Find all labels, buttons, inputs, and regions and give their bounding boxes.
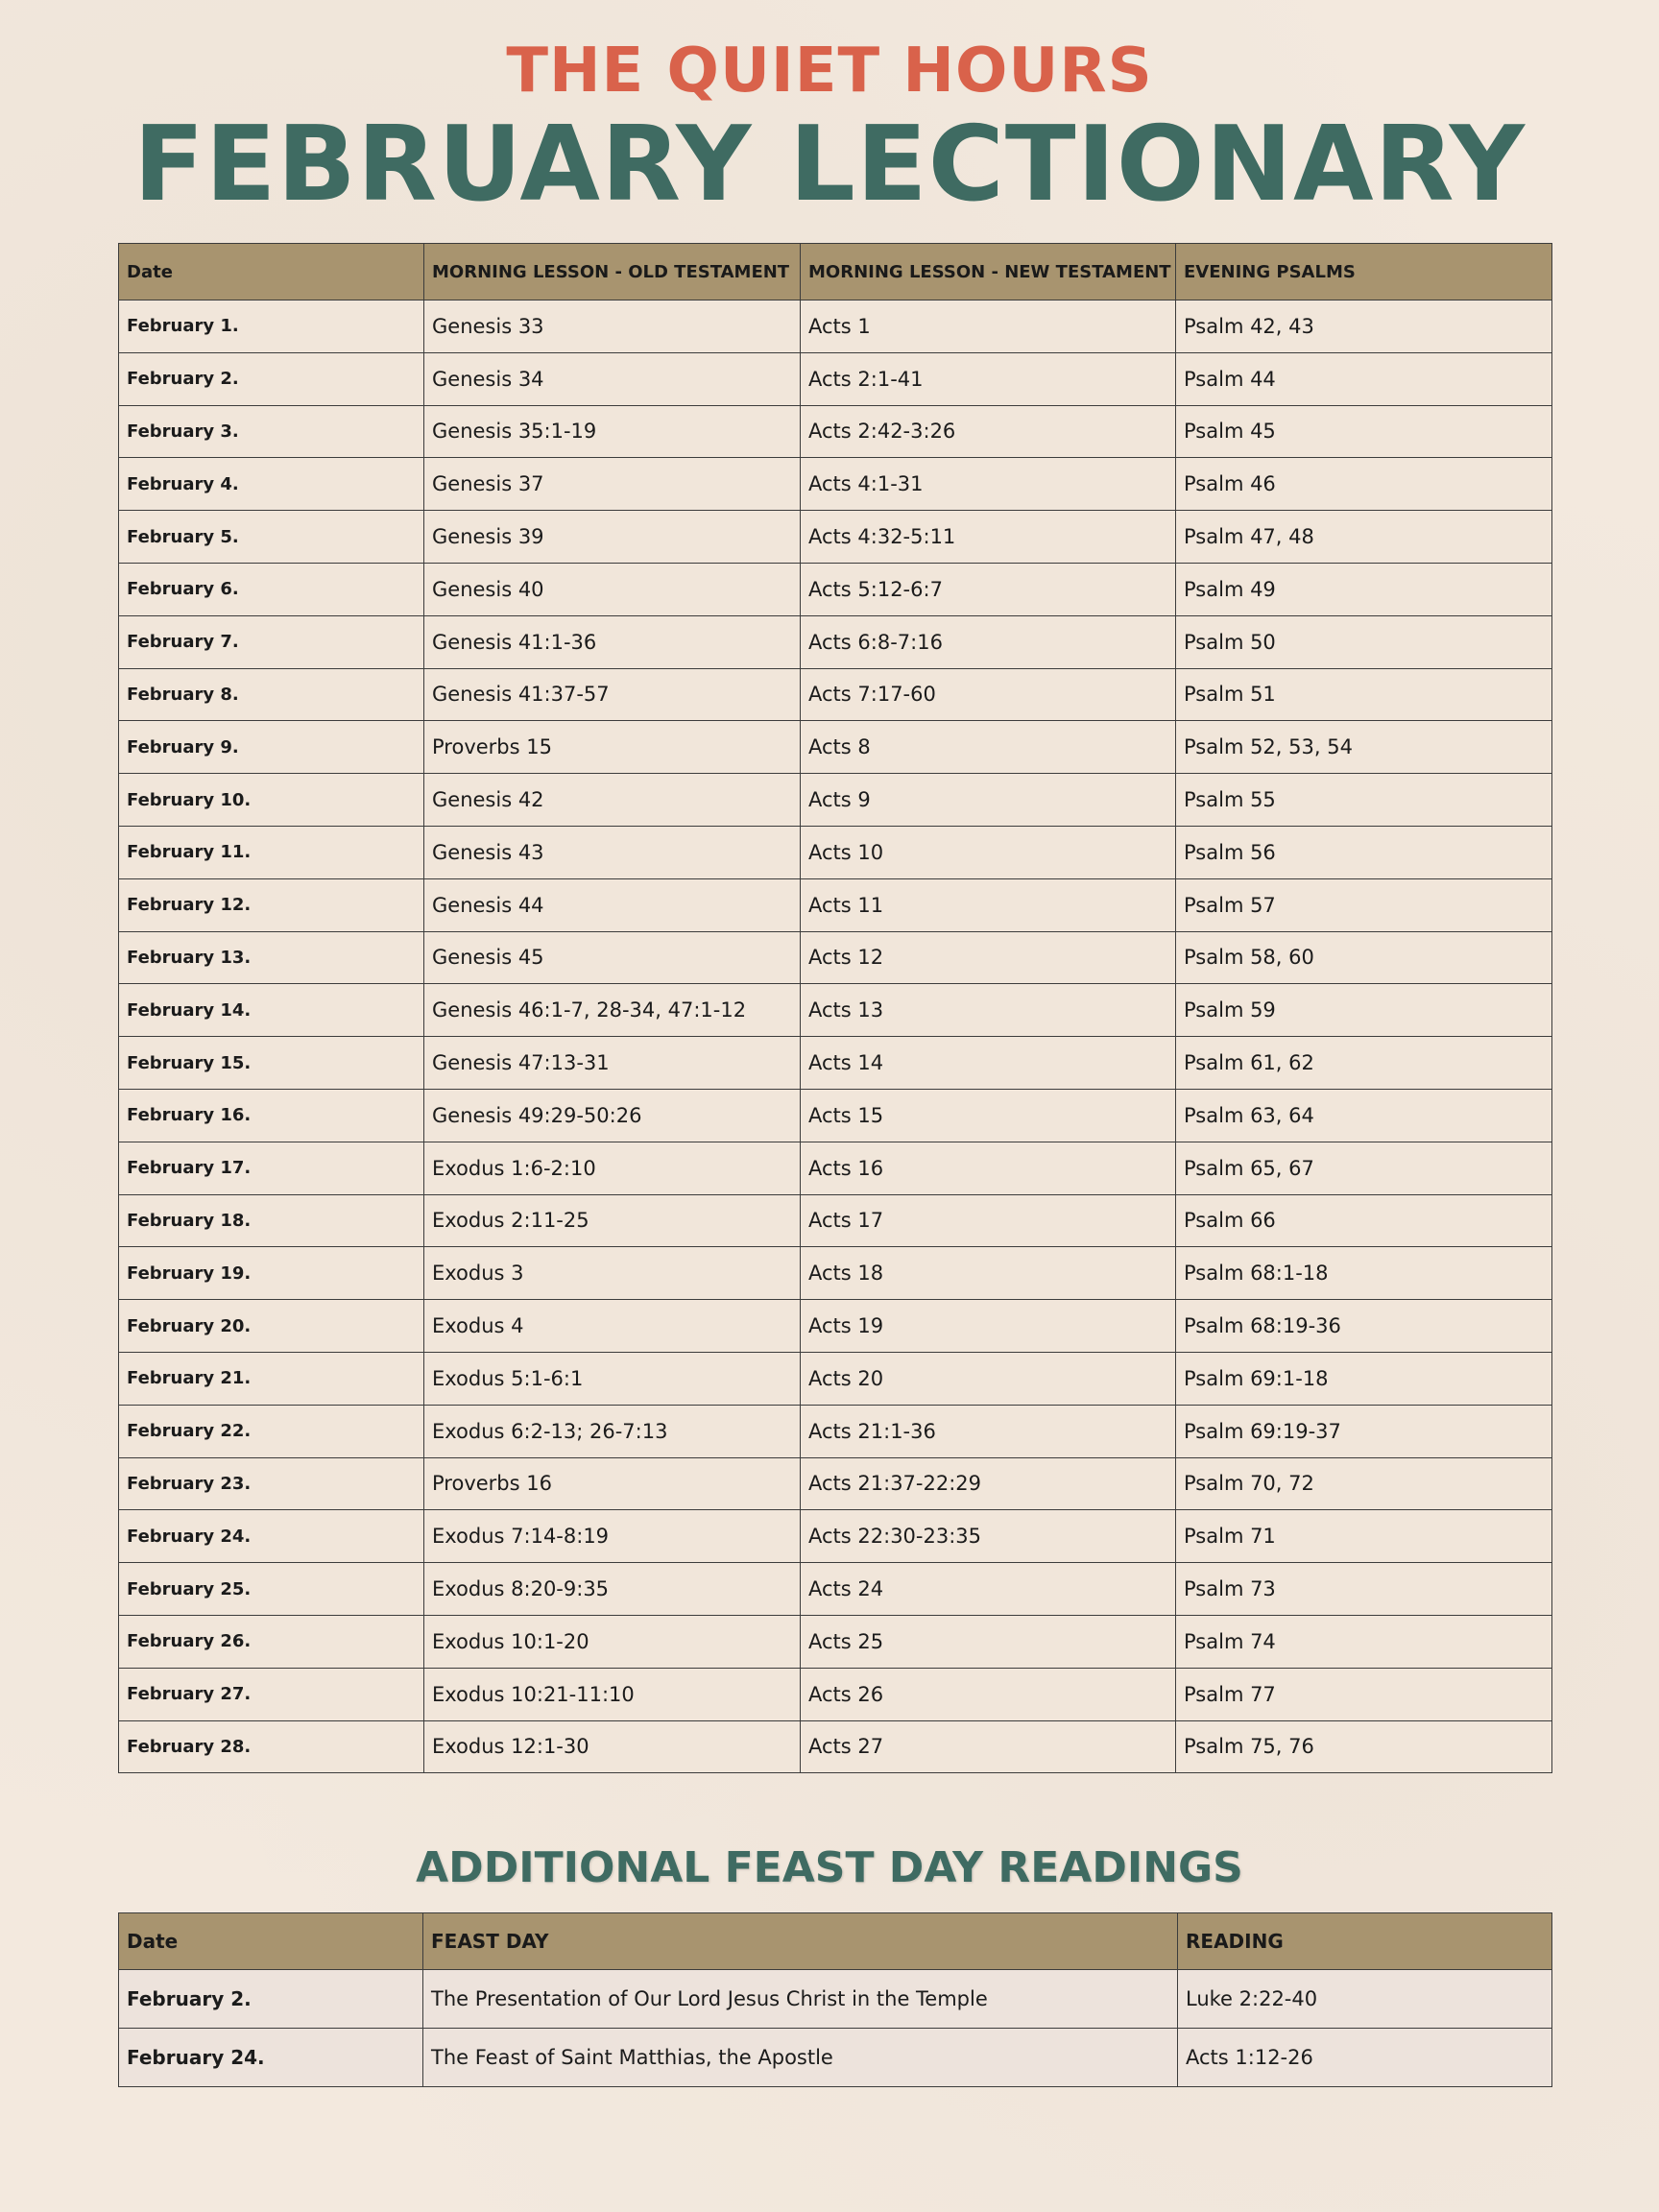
lectionary-cell-old-testament: Genesis 34 (424, 352, 801, 405)
lectionary-cell-old-testament: Exodus 8:20-9:35 (424, 1563, 801, 1616)
lectionary-cell-old-testament: Exodus 1:6-2:10 (424, 1142, 801, 1194)
table-row (119, 1457, 1552, 1510)
table-row (119, 1247, 1552, 1300)
lectionary-cell-old-testament: Genesis 41:37-57 (424, 668, 801, 721)
table-row (119, 878, 1552, 931)
lectionary-cell-date: February 21. (119, 1352, 424, 1405)
lectionary-cell-date: February 26. (119, 1615, 424, 1668)
feast-cell-feast-day: The Feast of Saint Matthias, the Apostle (423, 2029, 1178, 2087)
lectionary-cell-evening-psalms: Psalm 42, 43 (1176, 301, 1552, 353)
feast-cell-date: February 2. (119, 1970, 423, 2029)
lectionary-cell-old-testament: Genesis 46:1-7, 28-34, 47:1-12 (424, 984, 801, 1037)
lectionary-cell-evening-psalms: Psalm 61, 62 (1176, 1037, 1552, 1090)
lectionary-cell-date: February 13. (119, 931, 424, 984)
lectionary-cell-new-testament: Acts 15 (801, 1089, 1176, 1142)
lectionary-cell-evening-psalms: Psalm 58, 60 (1176, 931, 1552, 984)
lectionary-cell-new-testament: Acts 20 (801, 1352, 1176, 1405)
lectionary-cell-new-testament: Acts 9 (801, 774, 1176, 827)
feast-column-header-reading: READING (1178, 1913, 1552, 1970)
lectionary-cell-new-testament: Acts 4:32-5:11 (801, 511, 1176, 564)
lectionary-cell-date: February 2. (119, 352, 424, 405)
feast-cell-date: February 24. (119, 2029, 423, 2087)
lectionary-cell-date: February 4. (119, 458, 424, 511)
lectionary-cell-date: February 24. (119, 1510, 424, 1563)
lectionary-cell-evening-psalms: Psalm 52, 53, 54 (1176, 721, 1552, 774)
feast-table (118, 1912, 1552, 2087)
lectionary-cell-old-testament: Exodus 6:2-13; 26-7:13 (424, 1405, 801, 1457)
lectionary-cell-new-testament: Acts 8 (801, 721, 1176, 774)
lectionary-column-header-date: Date (119, 244, 424, 301)
table-row (119, 1352, 1552, 1405)
lectionary-cell-evening-psalms: Psalm 55 (1176, 774, 1552, 827)
lectionary-cell-date: February 25. (119, 1563, 424, 1616)
lectionary-cell-new-testament: Acts 2:42-3:26 (801, 405, 1176, 458)
lectionary-cell-date: February 16. (119, 1089, 424, 1142)
lectionary-cell-old-testament: Genesis 44 (424, 878, 801, 931)
table-row (119, 984, 1552, 1037)
lectionary-cell-date: February 17. (119, 1142, 424, 1194)
lectionary-column-header-evening-psalms: EVENING PSALMS (1176, 244, 1552, 301)
lectionary-cell-date: February 6. (119, 563, 424, 615)
table-row (119, 774, 1552, 827)
lectionary-cell-evening-psalms: Psalm 70, 72 (1176, 1457, 1552, 1510)
lectionary-cell-new-testament: Acts 21:37-22:29 (801, 1457, 1176, 1510)
lectionary-column-header-new-testament: MORNING LESSON - NEW TESTAMENT (801, 244, 1176, 301)
lectionary-cell-evening-psalms: Psalm 66 (1176, 1194, 1552, 1247)
feast-column-header-date: Date (119, 1913, 423, 1970)
lectionary-cell-new-testament: Acts 6:8-7:16 (801, 615, 1176, 668)
table-row (119, 1089, 1552, 1142)
table-row (119, 615, 1552, 668)
lectionary-cell-evening-psalms: Psalm 56 (1176, 826, 1552, 878)
lectionary-cell-old-testament: Genesis 33 (424, 301, 801, 353)
lectionary-cell-old-testament: Exodus 10:1-20 (424, 1615, 801, 1668)
lectionary-cell-evening-psalms: Psalm 51 (1176, 668, 1552, 721)
table-row (119, 1142, 1552, 1194)
lectionary-cell-old-testament: Exodus 5:1-6:1 (424, 1352, 801, 1405)
table-row (119, 352, 1552, 405)
lectionary-cell-evening-psalms: Psalm 69:19-37 (1176, 1405, 1552, 1457)
table-row (119, 405, 1552, 458)
lectionary-cell-evening-psalms: Psalm 45 (1176, 405, 1552, 458)
table-row (119, 1615, 1552, 1668)
table-row (119, 1510, 1552, 1563)
feast-heading: ADDITIONAL FEAST DAY READINGS (416, 1843, 1243, 1892)
table-row (119, 1405, 1552, 1457)
feast-column-header-feast-day: FEAST DAY (423, 1913, 1178, 1970)
lectionary-cell-old-testament: Genesis 41:1-36 (424, 615, 801, 668)
table-row (119, 563, 1552, 615)
lectionary-cell-new-testament: Acts 17 (801, 1194, 1176, 1247)
table-row (119, 301, 1552, 353)
lectionary-cell-new-testament: Acts 27 (801, 1720, 1176, 1773)
lectionary-cell-old-testament: Genesis 39 (424, 511, 801, 564)
table-row (119, 458, 1552, 511)
lectionary-body (119, 301, 1552, 1773)
lectionary-cell-date: February 23. (119, 1457, 424, 1510)
lectionary-cell-old-testament: Genesis 37 (424, 458, 801, 511)
lectionary-cell-old-testament: Exodus 10:21-11:10 (424, 1668, 801, 1720)
lectionary-cell-new-testament: Acts 2:1-41 (801, 352, 1176, 405)
lectionary-cell-new-testament: Acts 19 (801, 1300, 1176, 1353)
lectionary-cell-new-testament: Acts 13 (801, 984, 1176, 1037)
table-row (119, 826, 1552, 878)
lectionary-cell-old-testament: Exodus 2:11-25 (424, 1194, 801, 1247)
table-row (119, 668, 1552, 721)
lectionary-cell-evening-psalms: Psalm 75, 76 (1176, 1720, 1552, 1773)
lectionary-cell-date: February 22. (119, 1405, 424, 1457)
lectionary-cell-new-testament: Acts 24 (801, 1563, 1176, 1616)
lectionary-cell-evening-psalms: Psalm 69:1-18 (1176, 1352, 1552, 1405)
lectionary-cell-old-testament: Genesis 45 (424, 931, 801, 984)
lectionary-cell-old-testament: Genesis 43 (424, 826, 801, 878)
lectionary-cell-new-testament: Acts 18 (801, 1247, 1176, 1300)
lectionary-cell-date: February 10. (119, 774, 424, 827)
page-title: FEBRUARY LECTIONARY (133, 105, 1526, 225)
lectionary-cell-new-testament: Acts 12 (801, 931, 1176, 984)
table-row (119, 1668, 1552, 1720)
lectionary-cell-evening-psalms: Psalm 59 (1176, 984, 1552, 1037)
lectionary-cell-evening-psalms: Psalm 77 (1176, 1668, 1552, 1720)
lectionary-column-header-old-testament: MORNING LESSON - OLD TESTAMENT (424, 244, 801, 301)
lectionary-cell-date: February 14. (119, 984, 424, 1037)
lectionary-cell-old-testament: Genesis 47:13-31 (424, 1037, 801, 1090)
lectionary-cell-new-testament: Acts 21:1-36 (801, 1405, 1176, 1457)
lectionary-cell-old-testament: Genesis 40 (424, 563, 801, 615)
lectionary-cell-date: February 15. (119, 1037, 424, 1090)
table-row (119, 1720, 1552, 1773)
lectionary-cell-evening-psalms: Psalm 74 (1176, 1615, 1552, 1668)
lectionary-cell-date: February 3. (119, 405, 424, 458)
feast-cell-reading: Acts 1:12-26 (1178, 2029, 1552, 2087)
table-row (119, 1563, 1552, 1616)
lectionary-cell-evening-psalms: Psalm 57 (1176, 878, 1552, 931)
lectionary-cell-date: February 8. (119, 668, 424, 721)
lectionary-cell-new-testament: Acts 25 (801, 1615, 1176, 1668)
lectionary-cell-old-testament: Genesis 49:29-50:26 (424, 1089, 801, 1142)
lectionary-cell-new-testament: Acts 7:17-60 (801, 668, 1176, 721)
lectionary-cell-new-testament: Acts 11 (801, 878, 1176, 931)
lectionary-cell-date: February 27. (119, 1668, 424, 1720)
lectionary-cell-date: February 18. (119, 1194, 424, 1247)
lectionary-table (118, 243, 1552, 1773)
lectionary-cell-old-testament: Proverbs 15 (424, 721, 801, 774)
lectionary-cell-evening-psalms: Psalm 50 (1176, 615, 1552, 668)
lectionary-cell-old-testament: Proverbs 16 (424, 1457, 801, 1510)
lectionary-cell-new-testament: Acts 22:30-23:35 (801, 1510, 1176, 1563)
lectionary-cell-evening-psalms: Psalm 65, 67 (1176, 1142, 1552, 1194)
lectionary-cell-evening-psalms: Psalm 73 (1176, 1563, 1552, 1616)
table-row (119, 1300, 1552, 1353)
feast-cell-feast-day: The Presentation of Our Lord Jesus Christ in the Temple (423, 1970, 1178, 2029)
lectionary-cell-evening-psalms: Psalm 47, 48 (1176, 511, 1552, 564)
lectionary-cell-date: February 5. (119, 511, 424, 564)
lectionary-cell-date: February 9. (119, 721, 424, 774)
lectionary-cell-old-testament: Genesis 35:1-19 (424, 405, 801, 458)
lectionary-cell-evening-psalms: Psalm 44 (1176, 352, 1552, 405)
lectionary-cell-new-testament: Acts 14 (801, 1037, 1176, 1090)
lectionary-cell-date: February 11. (119, 826, 424, 878)
lectionary-cell-date: February 20. (119, 1300, 424, 1353)
lectionary-cell-evening-psalms: Psalm 71 (1176, 1510, 1552, 1563)
lectionary-cell-evening-psalms: Psalm 49 (1176, 563, 1552, 615)
feast-cell-reading: Luke 2:22-40 (1178, 1970, 1552, 2029)
table-row (119, 511, 1552, 564)
table-row (119, 1037, 1552, 1090)
table-row (119, 931, 1552, 984)
table-row (119, 2029, 1552, 2087)
feast-body (119, 1970, 1552, 2087)
lectionary-cell-old-testament: Exodus 7:14-8:19 (424, 1510, 801, 1563)
page-overtitle: THE QUIET HOURS (506, 36, 1153, 107)
lectionary-cell-evening-psalms: Psalm 46 (1176, 458, 1552, 511)
lectionary-header-row (119, 244, 1552, 301)
lectionary-cell-new-testament: Acts 16 (801, 1142, 1176, 1194)
table-row (119, 1194, 1552, 1247)
lectionary-cell-new-testament: Acts 5:12-6:7 (801, 563, 1176, 615)
lectionary-cell-new-testament: Acts 26 (801, 1668, 1176, 1720)
lectionary-cell-old-testament: Exodus 3 (424, 1247, 801, 1300)
lectionary-cell-old-testament: Genesis 42 (424, 774, 801, 827)
lectionary-cell-date: February 12. (119, 878, 424, 931)
lectionary-cell-evening-psalms: Psalm 63, 64 (1176, 1089, 1552, 1142)
table-row (119, 721, 1552, 774)
lectionary-cell-date: February 1. (119, 301, 424, 353)
lectionary-cell-date: February 28. (119, 1720, 424, 1773)
lectionary-cell-date: February 19. (119, 1247, 424, 1300)
lectionary-cell-new-testament: Acts 4:1-31 (801, 458, 1176, 511)
lectionary-cell-old-testament: Exodus 12:1-30 (424, 1720, 801, 1773)
lectionary-cell-old-testament: Exodus 4 (424, 1300, 801, 1353)
lectionary-cell-new-testament: Acts 1 (801, 301, 1176, 353)
lectionary-cell-evening-psalms: Psalm 68:19-36 (1176, 1300, 1552, 1353)
lectionary-cell-new-testament: Acts 10 (801, 826, 1176, 878)
lectionary-cell-evening-psalms: Psalm 68:1-18 (1176, 1247, 1552, 1300)
table-row (119, 1970, 1552, 2029)
feast-header-row (119, 1913, 1552, 1970)
lectionary-cell-date: February 7. (119, 615, 424, 668)
